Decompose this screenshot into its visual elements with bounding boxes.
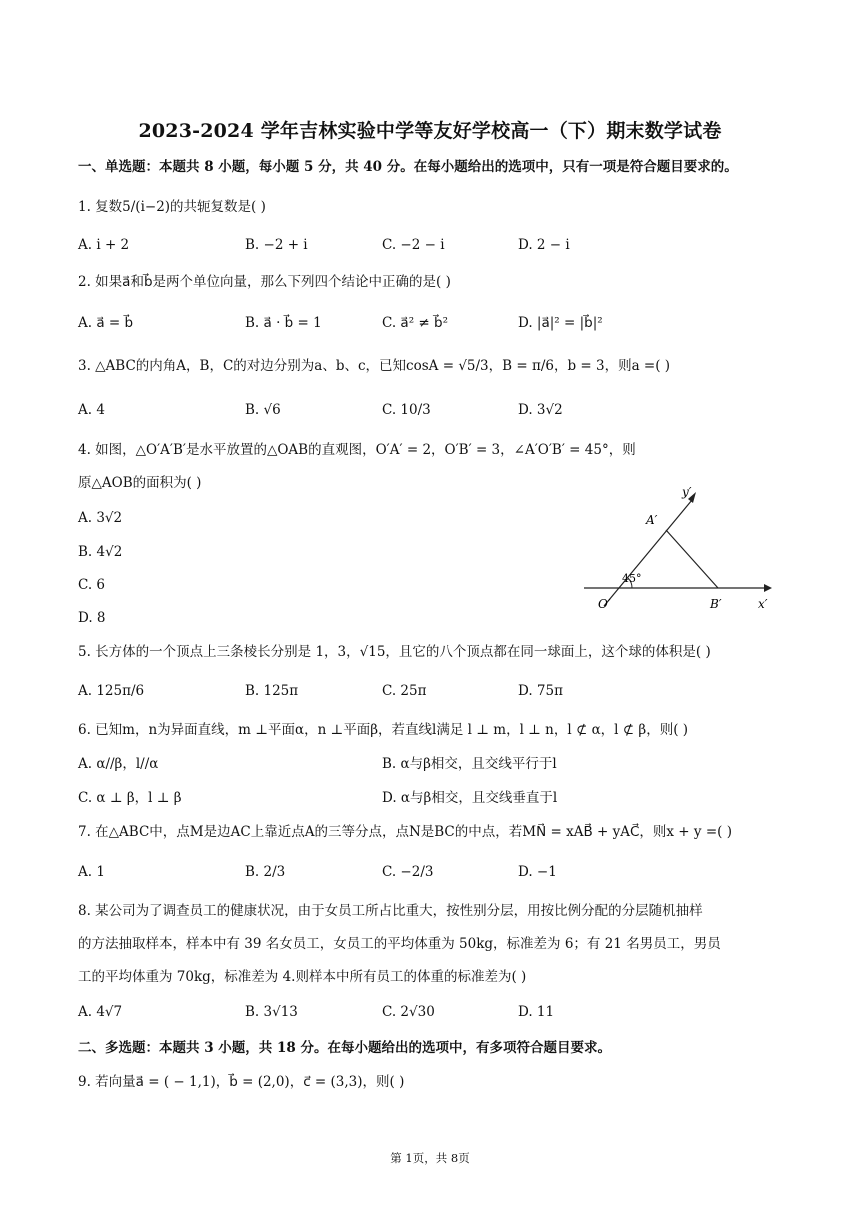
question-8-stem-line3: 工的平均体重为 70kg，标准差为 4.则样本中所有员工的体重的标准差为( )	[78, 969, 527, 985]
question-9-stem: 9. 若向量a⃗ = ( − 1,1)，b⃗ = (2,0)，c⃗ = (3,3)，则( )	[78, 1074, 405, 1090]
q3-option-b: B. √6	[245, 402, 281, 418]
origin-label: O′	[598, 597, 611, 611]
section-1-heading: 一、单选题：本题共 8 小题，每小题 5 分，共 40 分。在每小题给出的选项中，只有一项是符合题目要求的。	[78, 159, 738, 175]
q3-option-d: D. 3√2	[518, 402, 563, 418]
q2-option-c: C. a⃗² ≠ b⃗²	[382, 315, 448, 331]
q4-option-a: A. 3√2	[78, 510, 123, 526]
question-8-stem-line2: 的方法抽取样本，样本中有 39 名女员工，女员工的平均体重为 50kg，标准差为 6；有 21 名男员工，男员	[78, 936, 721, 952]
question-4-stem-line1: 4. 如图，△O′A′B′是水平放置的△OAB的直观图，O′A′ = 2，O′B′ = 3，∠A′O′B′ = 45°，则	[78, 442, 636, 458]
q6-option-d: D. α与β相交，且交线垂直于l	[382, 790, 558, 806]
q8-option-c: C. 2√30	[382, 1004, 435, 1020]
q5-option-b: B. 125π	[245, 683, 299, 699]
q6-option-c: C. α ⊥ β，l ⊥ β	[78, 790, 182, 806]
page-footer: 第 1页，共 8页	[390, 1151, 470, 1165]
question-1-stem: 1. 复数5/(i−2)的共轭复数是( )	[78, 199, 266, 215]
q2-option-a: A. a⃗ = b⃗	[78, 315, 134, 331]
page-title: 2023-2024 学年吉林实验中学等友好学校高一（下）期末数学试卷	[138, 120, 722, 142]
q1-option-b: B. −2 + i	[245, 237, 308, 253]
q4-option-c: C. 6	[78, 577, 106, 593]
q1-option-a: A. i + 2	[78, 237, 130, 253]
question-7-stem: 7. 在△ABC中，点M是边AC上靠近点A的三等分点，点N是BC的中点，若MN⃗ = xAB⃗ + yAC⃗，则x + y =( )	[78, 824, 732, 840]
q2-option-b: B. a⃗ · b⃗ = 1	[245, 315, 322, 331]
q2-option-d: D. |a⃗|² = |b⃗|²	[518, 315, 603, 331]
q3-option-a: A. 4	[78, 402, 105, 418]
section-2-heading: 二、多选题：本题共 3 小题，共 18 分。在每小题给出的选项中，有多项符合题目要求。	[78, 1040, 611, 1056]
q6-option-b: B. α与β相交，且交线平行于l	[382, 756, 557, 772]
oblique-triangle-figure	[578, 478, 778, 618]
q4-option-b: B. 4√2	[78, 544, 123, 560]
q4-option-d: D. 8	[78, 610, 106, 626]
q8-option-d: D. 11	[518, 1004, 555, 1020]
q1-option-d: D. 2 − i	[518, 237, 570, 253]
q7-option-c: C. −2/3	[382, 864, 434, 880]
q6-option-a: A. α//β，l//α	[78, 756, 159, 772]
angle-label: 45°	[622, 572, 642, 585]
question-5-stem: 5. 长方体的一个顶点上三条棱长分别是 1，3，√15，且它的八个顶点都在同一球面上，这个球的体积是( )	[78, 644, 711, 660]
question-3-stem: 3. △ABC的内角A，B，C的对边分别为a、b、c，已知cosA = √5/3，B = π/6，b = 3，则a =( )	[78, 358, 671, 374]
question-6-stem: 6. 已知m，n为异面直线，m ⊥平面α，n ⊥平面β，若直线l满足 l ⊥ m，l ⊥ n，l ⊄ α，l ⊄ β，则( )	[78, 722, 689, 738]
x-axis-arrow	[764, 584, 772, 592]
q5-option-c: C. 25π	[382, 683, 427, 699]
question-2-stem: 2. 如果a⃗和b⃗是两个单位向量，那么下列四个结论中正确的是( )	[78, 274, 451, 290]
q8-option-a: A. 4√7	[78, 1004, 123, 1020]
question-8-stem-line1: 8. 某公司为了调查员工的健康状况，由于女员工所占比重大，按性别分层，用按比例分配的分层随机抽样	[78, 903, 703, 919]
q1-option-c: C. −2 − i	[382, 237, 445, 253]
q5-option-a: A. 125π/6	[78, 683, 145, 699]
q7-option-d: D. −1	[518, 864, 557, 880]
segment-a-b	[666, 530, 718, 588]
q8-option-b: B. 3√13	[245, 1004, 298, 1020]
point-b-label: B′	[710, 597, 722, 611]
q3-option-c: C. 10/3	[382, 402, 431, 418]
y-axis-label: y′	[682, 485, 692, 499]
question-4-stem-line2: 原△AOB的面积为( )	[78, 475, 202, 491]
q7-option-a: A. 1	[78, 864, 105, 880]
x-axis-label: x′	[758, 597, 768, 611]
point-a-label: A′	[646, 513, 658, 527]
q5-option-d: D. 75π	[518, 683, 563, 699]
q7-option-b: B. 2/3	[245, 864, 286, 880]
